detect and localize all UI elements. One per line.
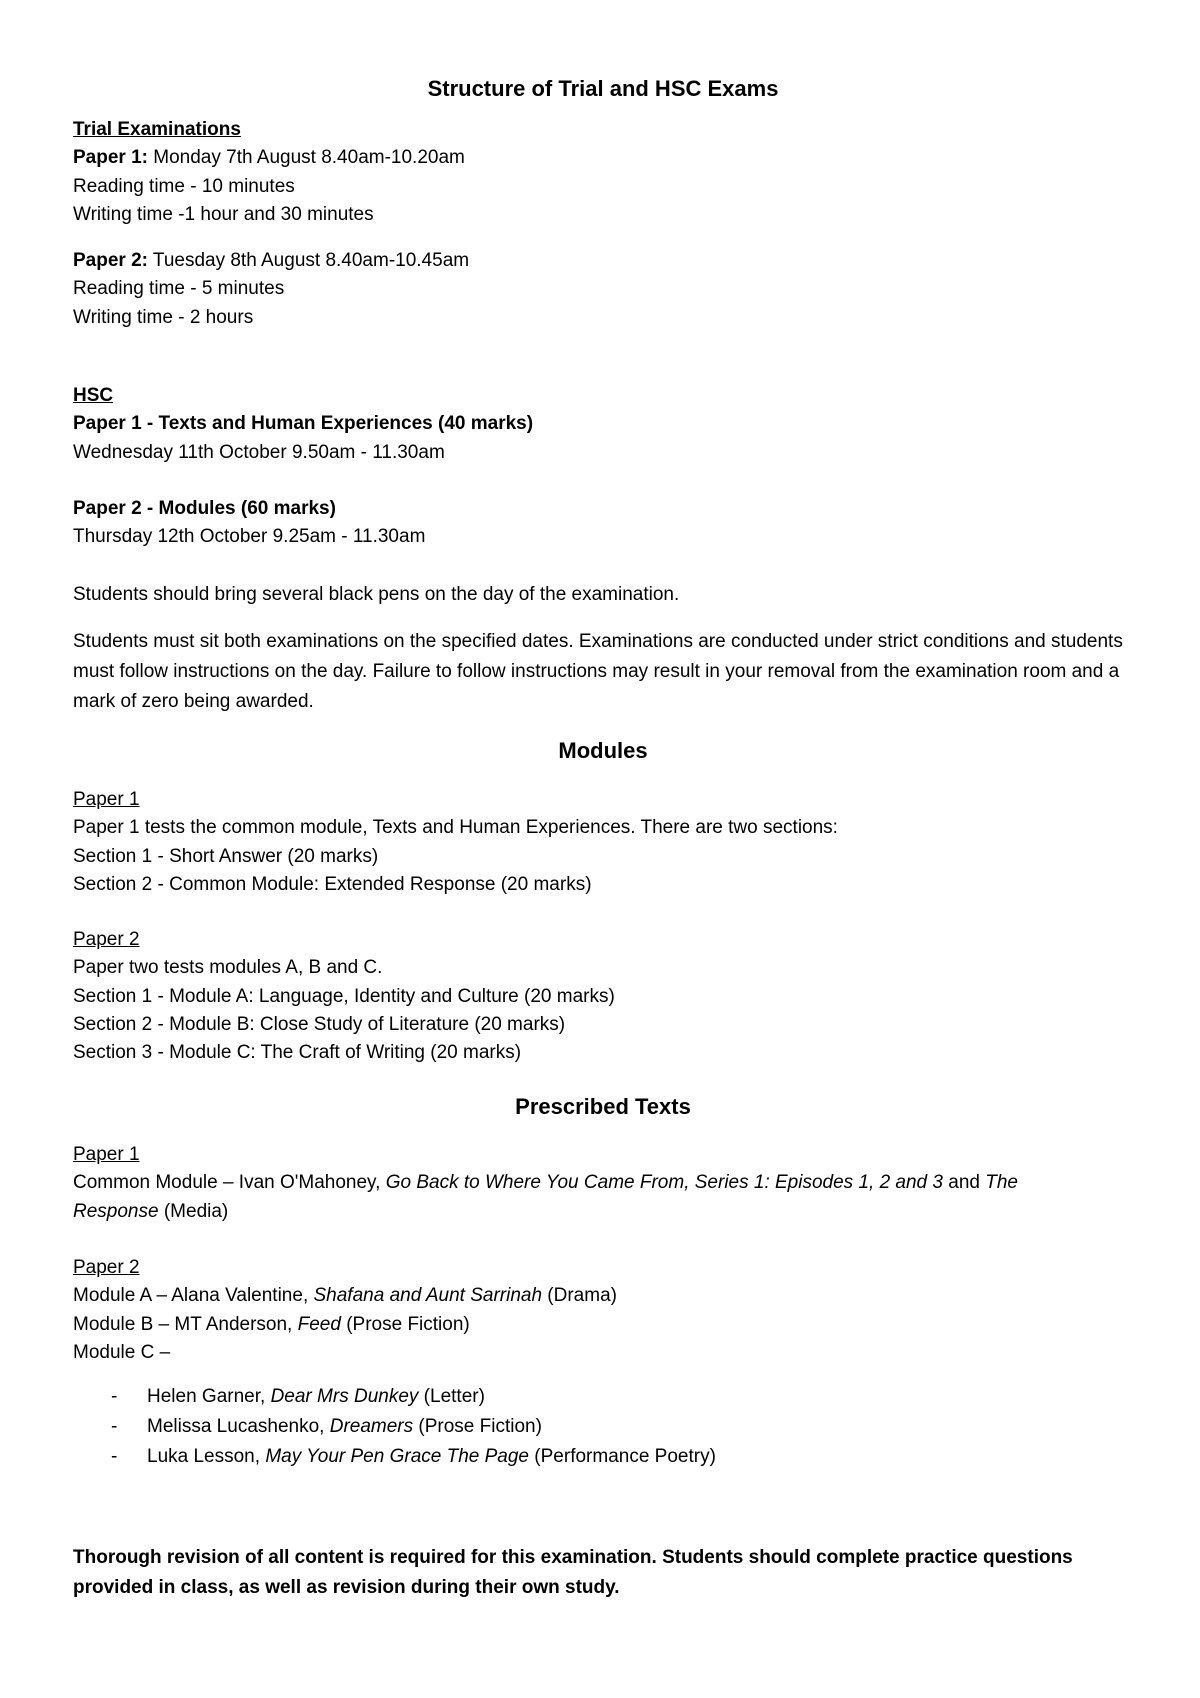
module-b-line	[73, 1311, 617, 1339]
hsc-heading: HSC	[73, 385, 114, 406]
common-module-prefix: Common Module – Ivan O'Mahoney,	[73, 1172, 386, 1194]
common-module-line	[73, 1169, 1018, 1197]
modules-paper2-desc: Paper two tests modules A, B and C.	[73, 957, 383, 979]
hsc-paper1-date: Wednesday 11th October 9.50am - 11.30am	[73, 441, 445, 463]
bullet-dash: -	[111, 1386, 118, 1407]
trial-paper1-line	[73, 144, 465, 172]
page-title: Structure of Trial and HSC Exams	[427, 76, 779, 101]
trial-paper2-label: Paper 2:	[73, 250, 148, 271]
item-form: (Performance Poetry)	[529, 1446, 716, 1467]
bullet-dash: -	[111, 1416, 118, 1437]
module-b-prefix: Module B – MT Anderson,	[73, 1313, 298, 1335]
hsc-section	[73, 382, 533, 467]
module-c-line: Module C –	[73, 1341, 171, 1363]
texts-paper1-heading: Paper 1	[73, 1144, 140, 1165]
hsc-paper2	[73, 495, 425, 552]
item-author: Helen Garner,	[147, 1386, 271, 1407]
module-a-prefix: Module A – Alana Valentine,	[73, 1285, 314, 1307]
trial-section	[73, 116, 465, 229]
modules-paper2-section2: Section 2 - Module B: Close Study of Literature (20 marks)	[73, 1013, 566, 1035]
trial-paper2-writing: Writing time - 2 hours	[73, 306, 254, 328]
common-module-title: Go Back to Where You Came From, Series 1: Episodes 1, 2 and 3	[385, 1172, 943, 1194]
module-c-item	[111, 1382, 716, 1412]
common-module-title2b: Response	[73, 1200, 159, 1222]
trial-paper2-date: Tuesday 8th August 8.40am-10.45am	[147, 250, 470, 271]
modules-paper1-heading: Paper 1	[73, 789, 140, 810]
texts-heading: Prescribed Texts	[515, 1094, 691, 1119]
common-module-suffix: (Media)	[158, 1200, 229, 1222]
modules-paper1-section1: Section 1 - Short Answer (20 marks)	[73, 845, 379, 867]
common-module-title2a: The	[985, 1172, 1018, 1194]
trial-heading: Trial Examinations	[73, 119, 241, 140]
trial-paper1-writing: Writing time -1 hour and 30 minutes	[73, 203, 374, 225]
hsc-paper1-title: Paper 1 - Texts and Human Experiences (40 marks)	[73, 413, 534, 435]
conditions-note: Students must sit both examinations on the specified dates. Examinations are conducted under strict conditions and students must follow instructions on the day. Failure to follow instructions may result in your removal from the examination room and a mark of zero being awarded.	[73, 631, 1123, 712]
module-b-suffix: (Prose Fiction)	[340, 1313, 470, 1335]
hsc-paper2-date: Thursday 12th October 9.25am - 11.30am	[73, 526, 426, 548]
module-c-item	[111, 1412, 716, 1442]
module-a-suffix: (Drama)	[542, 1285, 617, 1307]
modules-paper1-section2: Section 2 - Common Module: Extended Response (20 marks)	[73, 873, 592, 895]
trial-paper1-date: Monday 7th August 8.40am-10.20am	[147, 147, 465, 169]
trial-paper1-label: Paper 1:	[73, 147, 148, 169]
common-module-and: and	[942, 1172, 986, 1194]
item-author: Luka Lesson,	[147, 1446, 266, 1467]
common-module-line2	[73, 1198, 1018, 1226]
item-author: Melissa Lucashenko,	[147, 1416, 330, 1437]
trial-paper2-reading: Reading time - 5 minutes	[73, 278, 285, 300]
module-a-title: Shafana and Aunt Sarrinah	[313, 1285, 543, 1307]
modules-paper1	[73, 786, 838, 899]
modules-paper2-section3: Section 3 - Module C: The Craft of Writing (20 marks)	[73, 1042, 522, 1064]
texts-paper2	[73, 1254, 617, 1367]
modules-heading: Modules	[558, 738, 648, 763]
trial-paper2	[73, 247, 469, 332]
module-c-list	[111, 1382, 716, 1472]
modules-paper1-desc: Paper 1 tests the common module, Texts and Human Experiences. There are two sections:	[73, 817, 838, 839]
closing-note: Thorough revision of all content is required for this examination. Students should complete practice questions provided in class, as well as revision during their own study.	[73, 1547, 1073, 1598]
modules-paper2-heading: Paper 2	[73, 929, 140, 950]
texts-paper2-heading: Paper 2	[73, 1257, 140, 1278]
modules-paper2-section1: Section 1 - Module A: Language, Identity and Culture (20 marks)	[73, 985, 615, 1007]
module-a-line	[73, 1282, 617, 1310]
hsc-paper2-title: Paper 2 - Modules (60 marks)	[73, 498, 336, 519]
trial-paper2-line	[73, 247, 469, 275]
trial-paper1-reading: Reading time - 10 minutes	[73, 175, 295, 197]
module-b-title: Feed	[297, 1313, 341, 1335]
item-title: Dreamers	[329, 1416, 414, 1437]
item-title: May Your Pen Grace The Page	[265, 1446, 530, 1467]
module-c-item	[111, 1442, 716, 1472]
modules-paper2	[73, 926, 615, 1067]
texts-paper1	[73, 1141, 1018, 1226]
item-title: Dear Mrs Dunkey	[270, 1386, 419, 1407]
item-form: (Letter)	[418, 1386, 485, 1407]
item-form: (Prose Fiction)	[413, 1416, 542, 1437]
bullet-dash: -	[111, 1446, 118, 1467]
pens-note: Students should bring several black pens on the day of the examination.	[73, 584, 680, 605]
